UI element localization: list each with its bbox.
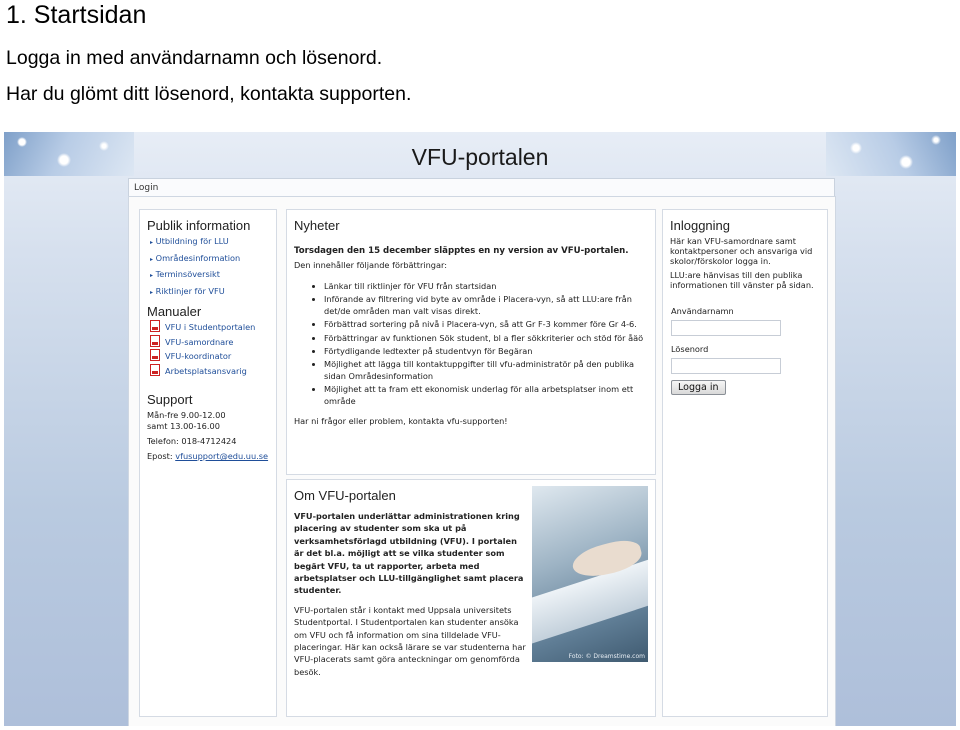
manuals-heading: Manualer — [147, 304, 202, 319]
content-area — [128, 196, 836, 726]
support-hours-morning: Mån-fre 9.00-12.00 — [147, 410, 226, 420]
arrow-icon: ▸ — [150, 255, 154, 263]
about-body — [294, 510, 526, 678]
support-email-link[interactable]: vfusupport@edu.uu.se — [175, 451, 269, 461]
password-label: Lösenord — [671, 344, 709, 354]
laptop-photo — [532, 486, 648, 662]
login-info-llu: LLU:are hänvisas till den publika informationen till vänster på sidan. — [670, 270, 814, 290]
news-feature-item: • Förbättringar av funktionen Sök student, bl a fler sökkriterier och stöd för åäö — [324, 333, 648, 345]
about-panel — [286, 479, 656, 717]
news-panel — [286, 209, 656, 475]
about-text: VFU-portalen står i kontakt med Uppsala universitets Studentportal. I Studentportalen kan studenter ansöka om VFU och få information om sina tilldelade VFU-placeringar. Här kan också lärare se var studenterna har VFU-placerats samt göra anteckningar om genomförda besök. — [294, 604, 526, 677]
login-info-coordinators: Här kan VFU-samordnare samt kontaktpersoner och ansvariga vid skolor/förskolor logga in. — [670, 236, 813, 266]
arrow-icon: ▸ — [150, 239, 154, 246]
support-hours-afternoon: samt 13.00-16.00 — [147, 421, 220, 431]
password-input[interactable] — [671, 358, 781, 374]
public-link-llu[interactable]: ▸ Utbildning för LLU — [150, 236, 229, 246]
news-feature-item: • Möjlighet att ta fram ett ekonomisk underlag för alla arbetsplatser inom ett område — [324, 384, 648, 408]
news-feature-item: • Länkar till riktlinjer för VFU från startsidan — [324, 281, 648, 293]
pdf-icon — [150, 349, 160, 361]
login-form — [671, 306, 781, 395]
news-lead: Torsdagen den 15 december släpptes en ny version av VFU-portalen. — [294, 246, 629, 256]
login-heading: Inloggning — [670, 218, 730, 233]
support-email-row — [147, 451, 268, 462]
portal-title: VFU-portalen — [411, 144, 549, 170]
pdf-icon — [150, 364, 160, 376]
manual-link-studentportal[interactable]: VFU i Studentportalen — [150, 320, 255, 335]
login-link[interactable]: Login — [134, 183, 159, 193]
about-bold-text: VFU-portalen underlättar administrationen kring placering av studenter som ska ut på verksamhetsförlagd utbildning (VFU). I portalen är det bl.a. möjligt att se vilka studenter som begärt VFU, ta ut rapporter, arbeta med arbetsplatser och LLU-tillgänglighet samt placera studenter. — [294, 511, 524, 596]
public-info-heading: Publik information — [147, 218, 251, 233]
support-info — [147, 410, 268, 462]
support-heading: Support — [147, 392, 193, 407]
arrow-icon: ▸ — [150, 272, 154, 279]
news-feature-item: • Möjlighet att lägga till kontaktuppgifter till vfu-administratör på den publika sidan Områdesinformation — [324, 359, 648, 383]
public-link-area-info[interactable]: ▸ Områdesinformation — [150, 252, 241, 263]
about-heading: Om VFU-portalen — [294, 488, 396, 503]
document-heading: 1. Startsidan — [6, 1, 147, 29]
pdf-icon — [150, 335, 160, 347]
news-feature-item: • Förbättrad sortering på nivå i Placera-vyn, så att Gr F-3 kommer före Gr 4-6. — [324, 319, 648, 331]
username-label: Användarnamn — [671, 306, 734, 316]
login-button[interactable]: Logga in — [671, 380, 726, 395]
news-footer: Har ni frågor eller problem, kontakta vfu-supporten! — [294, 415, 508, 426]
news-feature-item: • Införande av filtrering vid byte av område i Placera-vyn, så att LLU:are från det/de områden man valt visas direkt. — [324, 294, 648, 318]
manual-link-coordinator[interactable]: VFU-samordnare — [150, 335, 255, 350]
document-instruction-password: Har du glömt ditt lösenord, kontakta supporten. — [6, 83, 412, 105]
news-feature-item: • Förtydligande ledtexter på studentvyn för Begäran — [324, 346, 648, 358]
public-link-guidelines[interactable]: ▸ Riktlinjer för VFU — [150, 285, 225, 296]
top-nav-bar — [128, 178, 835, 198]
public-info-list — [150, 234, 240, 300]
news-feature-list — [294, 281, 648, 408]
arrow-icon: ▸ — [150, 288, 154, 296]
manuals-list — [150, 320, 255, 378]
manual-link-workplace[interactable]: Arbetsplatsansvarig — [150, 364, 255, 379]
news-body — [294, 246, 648, 427]
support-phone: Telefon: 018-4712424 — [147, 436, 237, 446]
public-link-term-overview[interactable]: ▸ Terminsöversikt — [150, 269, 220, 279]
manual-link-koordinator[interactable]: VFU-koordinator — [150, 349, 255, 364]
support-email-label: Epost: — [147, 451, 176, 461]
pdf-icon — [150, 320, 160, 332]
portal-screenshot — [4, 132, 956, 726]
login-panel — [662, 209, 828, 717]
news-intro: Den innehåller följande förbättringar: — [294, 260, 447, 270]
login-info — [670, 236, 822, 290]
document-instruction-login: Logga in med användarnamn och lösenord. — [6, 47, 383, 69]
left-sidebar — [139, 209, 277, 717]
username-input[interactable] — [671, 320, 781, 336]
photo-credit: Foto: © Dreamstime.com — [568, 653, 645, 660]
news-heading: Nyheter — [294, 218, 340, 233]
